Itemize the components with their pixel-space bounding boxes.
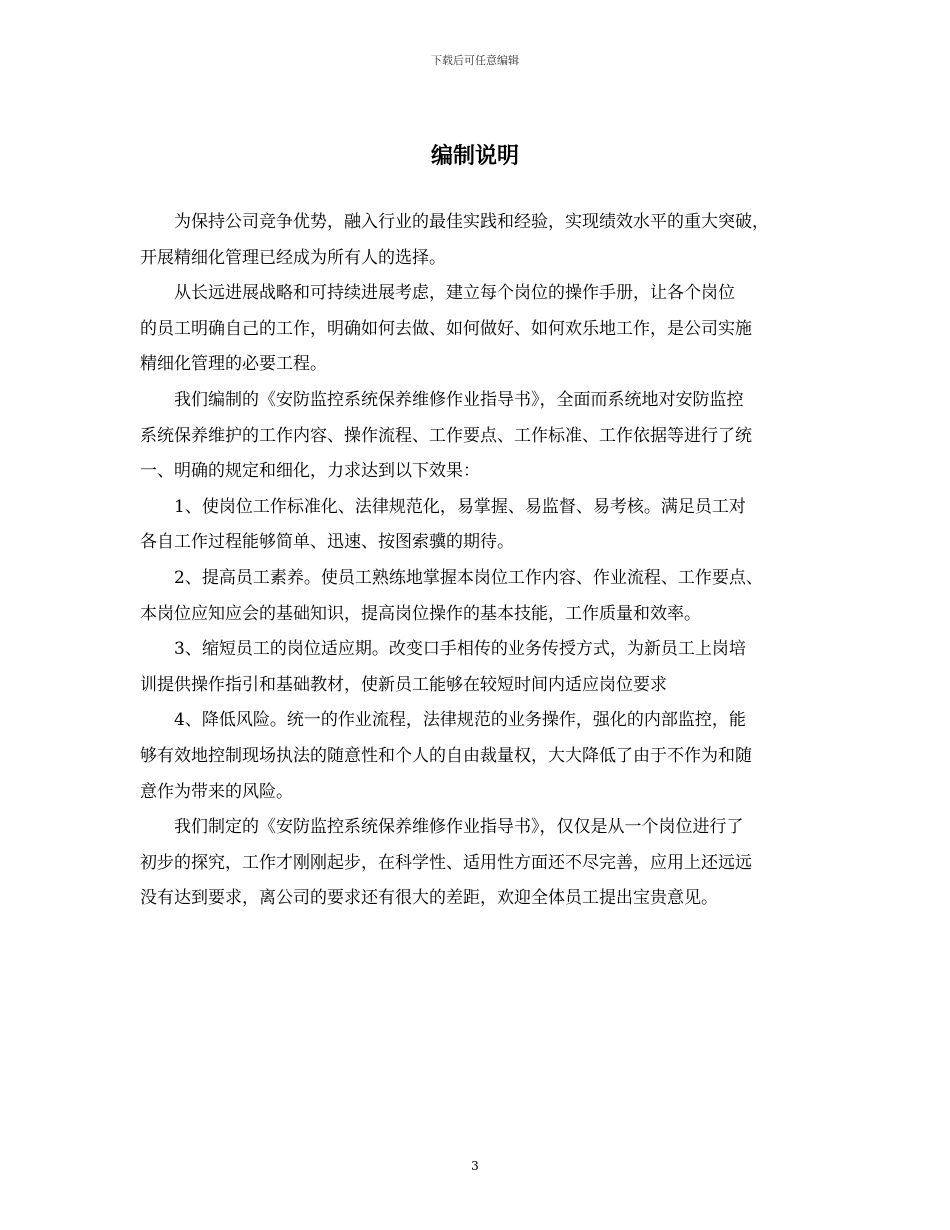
paragraph-effect-4 xyxy=(140,703,820,810)
paragraph-line: 我们编制的《安防监控系统保养维修作业指导书》，全面而系统地对安防监控 xyxy=(174,389,744,410)
paragraph-line: 我们制定的《安防监控系统保养维修作业指导书》，仅仅是从一个岗位进行了 xyxy=(174,817,744,838)
paragraph-line: 训提供操作指引和基础教材，使新员工能够在较短时间内适应岗位要求 xyxy=(140,674,667,695)
paragraph-strategy xyxy=(140,276,820,383)
paragraph-line: 2、提高员工素养。使员工熟练地掌握本岗位工作内容、作业流程、工作要点、 xyxy=(174,567,763,588)
paragraph-line: 1、使岗位工作标准化、法律规范化，易掌握、易监督、易考核。满足员工对 xyxy=(174,496,746,517)
paragraph-line: 本岗位应知应会的基础知识，提高岗位操作的基本技能，工作质量和效率。 xyxy=(140,603,701,624)
paragraph-line: 精细化管理的必要工程。 xyxy=(140,354,327,375)
paragraph-intro xyxy=(140,205,820,276)
paragraph-line: 的员工明确自己的工作，明确如何去做、如何做好、如何欢乐地工作，是公司实施 xyxy=(140,318,752,339)
paragraph-line: 系统保养维护的工作内容、操作流程、工作要点、工作标准、工作依据等进行了统 xyxy=(140,425,752,446)
paragraph-line: 开展精细化管理已经成为所有人的选择。 xyxy=(140,247,446,268)
paragraph-effect-3 xyxy=(140,632,820,703)
paragraph-line: 没有达到要求，离公司的要求还有很大的差距，欢迎全体员工提出宝贵意见。 xyxy=(140,888,718,909)
document-body xyxy=(140,205,820,917)
paragraph-closing xyxy=(140,810,820,917)
paragraph-line: 够有效地控制现场执法的随意性和个人的自由裁量权，大大降低了由于不作为和随 xyxy=(140,745,752,766)
paragraph-line: 为保持公司竞争优势，融入行业的最佳实践和经验，实现绩效水平的重大突破， xyxy=(174,212,769,232)
paragraph-line: 各自工作过程能够简单、迅速、按图索骥的期待。 xyxy=(140,532,514,553)
paragraph-line: 4、降低风险。统一的作业流程，法律规范的业务操作，强化的内部监控，能 xyxy=(174,710,746,731)
paragraph-purpose xyxy=(140,383,820,490)
page-number: 3 xyxy=(471,1159,479,1173)
paragraph-line: 意作为带来的风险。 xyxy=(140,781,293,802)
paragraph-effect-2 xyxy=(140,561,820,632)
paragraph-line: 一、明确的规定和细化，力求达到以下效果： xyxy=(140,461,480,482)
paragraph-line: 3、缩短员工的岗位适应期。改变口手相传的业务传授方式，为新员工上岗培 xyxy=(174,639,746,660)
paragraph-effect-1 xyxy=(140,490,820,561)
paragraph-line: 从长远进展战略和可持续进展考虑，建立每个岗位的操作手册，让各个岗位 xyxy=(174,283,735,304)
page-title: 编制说明 xyxy=(430,144,519,169)
page-header: 下载后可任意编辑 xyxy=(431,54,519,67)
paragraph-line: 初步的探究，工作才刚刚起步，在科学性、适用性方面还不尽完善，应用上还远远 xyxy=(140,852,752,873)
